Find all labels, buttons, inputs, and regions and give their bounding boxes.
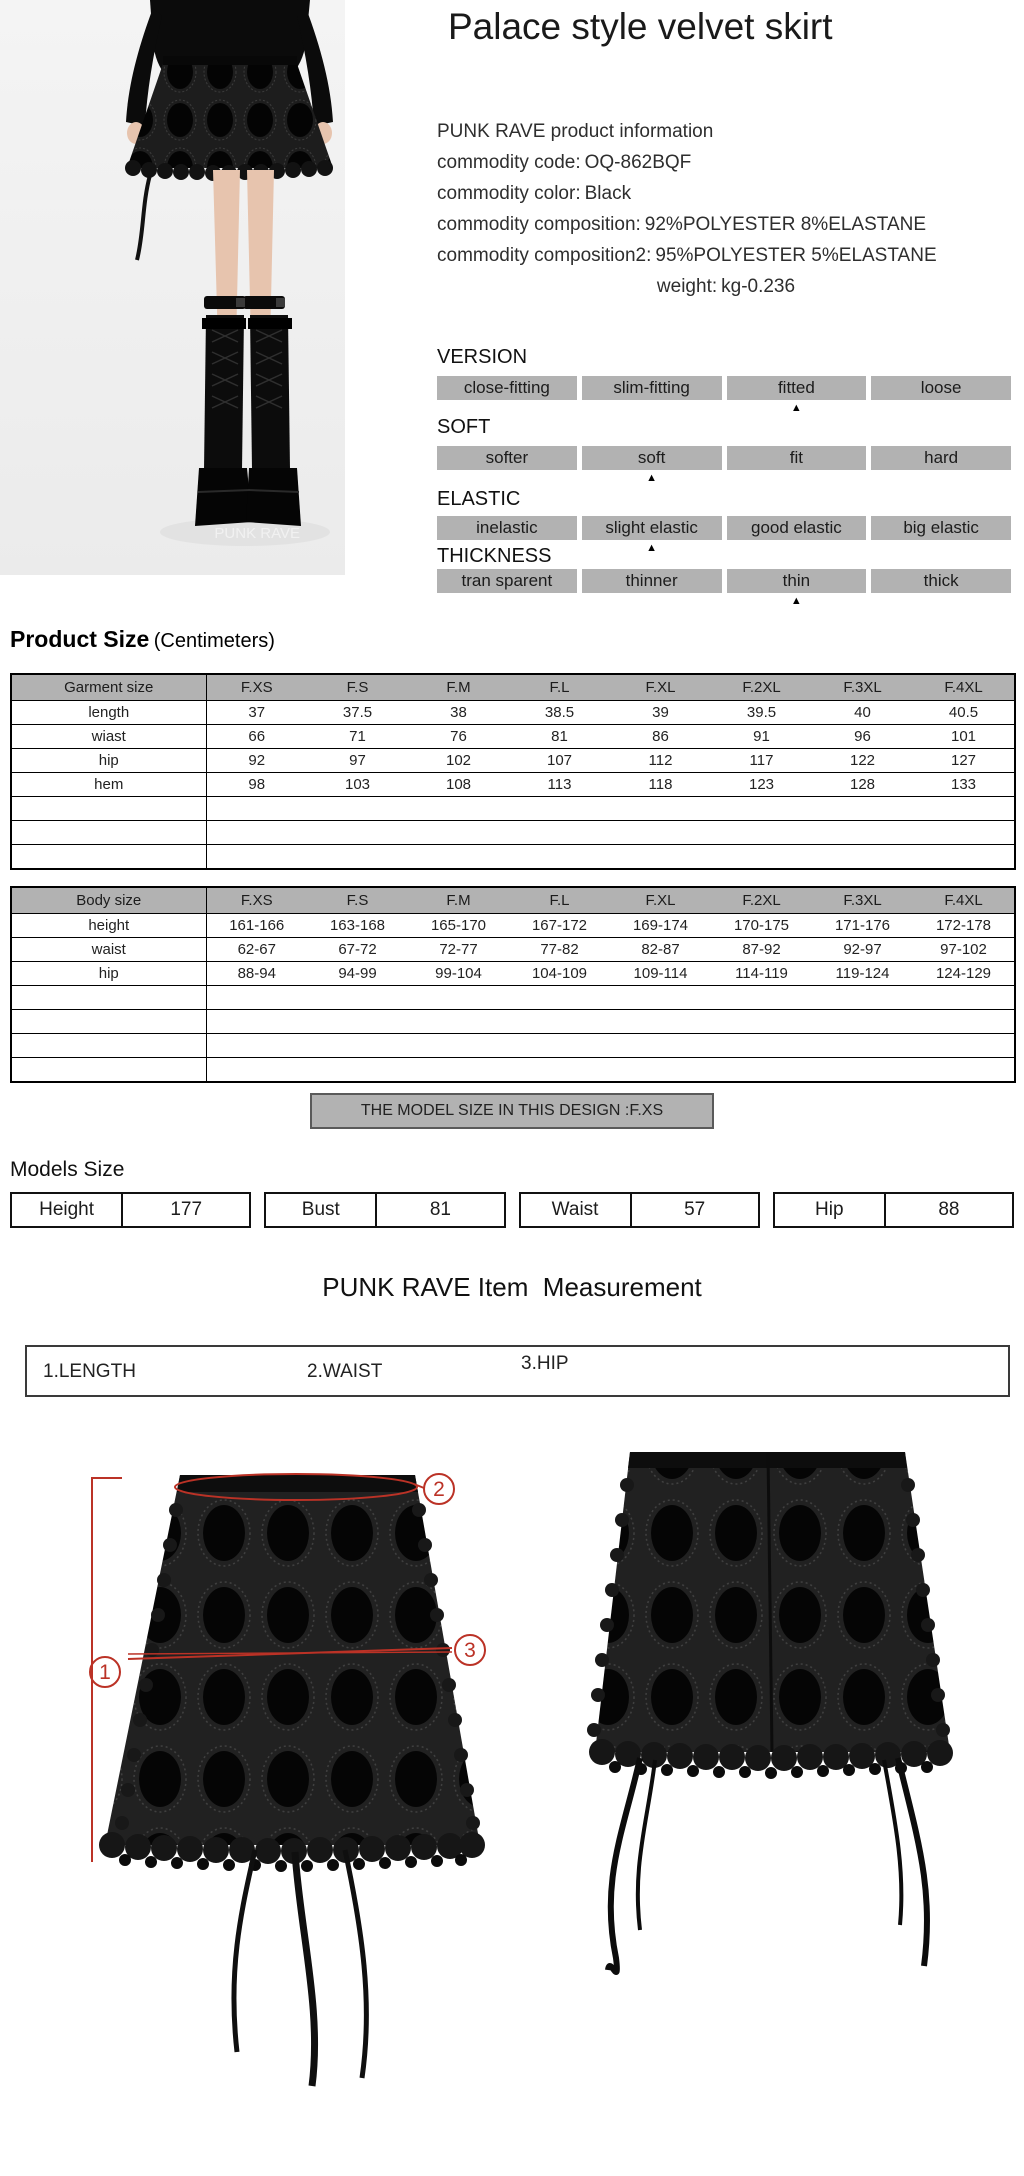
attr-marker-row-soft bbox=[437, 472, 1011, 485]
size-value: 169-174 bbox=[610, 914, 711, 938]
size-value: 94-99 bbox=[307, 962, 408, 986]
hip-annotation-number: 3 bbox=[464, 1639, 476, 1662]
size-value: 81 bbox=[509, 725, 610, 749]
size-value: 124-129 bbox=[913, 962, 1015, 986]
empty-row bbox=[11, 986, 1015, 1010]
measurement-figure bbox=[0, 1410, 1024, 2176]
garment-size-table bbox=[10, 673, 1014, 870]
size-value: 91 bbox=[711, 725, 812, 749]
empty-cell bbox=[11, 986, 206, 1010]
attr-label-elastic: ELASTIC bbox=[437, 488, 521, 510]
skirt-back bbox=[587, 1452, 953, 1972]
model-stat-value: 57 bbox=[684, 1199, 706, 1220]
column-header: F.3XL bbox=[812, 674, 913, 701]
attr-option: close-fitting bbox=[437, 376, 577, 400]
model-bust-box bbox=[264, 1192, 505, 1228]
size-value: 163-168 bbox=[307, 914, 408, 938]
attr-option: fitted bbox=[727, 376, 867, 400]
size-value: 82-87 bbox=[610, 938, 711, 962]
size-value: 119-124 bbox=[812, 962, 913, 986]
size-value: 112 bbox=[610, 749, 711, 773]
row-label: waist bbox=[11, 938, 206, 962]
size-value: 167-172 bbox=[509, 914, 610, 938]
empty-row bbox=[11, 1010, 1015, 1034]
empty-cell bbox=[206, 845, 1015, 870]
column-header: Garment size bbox=[11, 674, 206, 701]
empty-cell bbox=[11, 821, 206, 845]
size-value: 92-97 bbox=[812, 938, 913, 962]
attr-label-soft: SOFT bbox=[437, 416, 491, 438]
attr-marker-row-thickness bbox=[437, 595, 1011, 608]
size-value: 123 bbox=[711, 773, 812, 797]
attr-option: slight elastic bbox=[582, 516, 722, 540]
commodity-composition-line: commodity composition: 92%POLYESTER 8%ELASTANE bbox=[437, 214, 927, 235]
size-value: 66 bbox=[206, 725, 307, 749]
size-value: 102 bbox=[408, 749, 509, 773]
measurement-legend bbox=[25, 1345, 1010, 1397]
size-value: 172-178 bbox=[913, 914, 1015, 938]
model-stat-value: 81 bbox=[429, 1199, 451, 1220]
empty-row bbox=[11, 1034, 1015, 1058]
attr-option: good elastic bbox=[727, 516, 867, 540]
empty-row bbox=[11, 797, 1015, 821]
skirt-measurement-illustration bbox=[0, 1410, 1024, 2176]
size-value: 38 bbox=[408, 701, 509, 725]
table-row bbox=[11, 725, 1015, 749]
size-value: 97-102 bbox=[913, 938, 1015, 962]
attr-option: inelastic bbox=[437, 516, 577, 540]
size-value: 165-170 bbox=[408, 914, 509, 938]
size-value: 122 bbox=[812, 749, 913, 773]
model-height-box bbox=[10, 1192, 251, 1228]
commodity-code-line: commodity code: OQ-862BQF bbox=[437, 152, 692, 173]
model-hip-box bbox=[773, 1192, 1014, 1228]
row-label: hip bbox=[11, 962, 206, 986]
product-info bbox=[437, 116, 1015, 302]
column-header: F.4XL bbox=[913, 887, 1015, 914]
row-label: hip bbox=[11, 749, 206, 773]
body-table bbox=[10, 886, 1016, 1083]
empty-cell bbox=[206, 1010, 1015, 1034]
column-header: F.L bbox=[509, 887, 610, 914]
size-value: 71 bbox=[307, 725, 408, 749]
size-value: 98 bbox=[206, 773, 307, 797]
size-value: 104-109 bbox=[509, 962, 610, 986]
attr-marker-row-version bbox=[437, 402, 1011, 415]
marker-slot bbox=[437, 595, 577, 608]
size-value: 39.5 bbox=[711, 701, 812, 725]
empty-cell bbox=[11, 1034, 206, 1058]
size-value: 76 bbox=[408, 725, 509, 749]
empty-cell bbox=[11, 845, 206, 870]
empty-cell bbox=[11, 797, 206, 821]
size-value: 37 bbox=[206, 701, 307, 725]
legend-waist: 2.WAIST bbox=[307, 1361, 383, 1382]
model-photo-illustration bbox=[0, 0, 345, 575]
marker-slot bbox=[582, 595, 722, 608]
size-value: 133 bbox=[913, 773, 1015, 797]
product-size-heading: Product Size (Centimeters) bbox=[10, 626, 275, 652]
empty-cell bbox=[206, 1058, 1015, 1083]
size-value: 86 bbox=[610, 725, 711, 749]
waist-annotation-number: 2 bbox=[433, 1478, 445, 1501]
size-value: 161-166 bbox=[206, 914, 307, 938]
model-waist-box bbox=[519, 1192, 760, 1228]
empty-cell bbox=[11, 1058, 206, 1083]
commodity-color-line: commodity color: Black bbox=[437, 183, 632, 204]
size-value: 67-72 bbox=[307, 938, 408, 962]
size-value: 127 bbox=[913, 749, 1015, 773]
size-value: 39 bbox=[610, 701, 711, 725]
size-value: 170-175 bbox=[711, 914, 812, 938]
attr-option: soft bbox=[582, 446, 722, 470]
models-size-heading: Models Size bbox=[10, 1158, 125, 1181]
column-header: F.2XL bbox=[711, 674, 812, 701]
marker-slot: ▲ bbox=[646, 472, 658, 484]
size-value: 87-92 bbox=[711, 938, 812, 962]
model-size-banner: THE MODEL SIZE IN THIS DESIGN :F.XS bbox=[310, 1093, 714, 1129]
marker-slot bbox=[727, 472, 867, 485]
empty-cell bbox=[206, 1034, 1015, 1058]
attr-row-soft bbox=[437, 446, 1011, 470]
size-value: 103 bbox=[307, 773, 408, 797]
marker-slot: ▲ bbox=[790, 402, 802, 414]
attr-option: slim-fitting bbox=[582, 376, 722, 400]
marker-slot bbox=[727, 542, 867, 555]
size-value: 88-94 bbox=[206, 962, 307, 986]
column-header: F.XL bbox=[610, 674, 711, 701]
size-value: 62-67 bbox=[206, 938, 307, 962]
column-header: F.XS bbox=[206, 674, 307, 701]
column-header: F.XS bbox=[206, 887, 307, 914]
size-value: 96 bbox=[812, 725, 913, 749]
model-stat-label: Waist bbox=[521, 1194, 632, 1226]
garment-table bbox=[10, 673, 1016, 870]
row-label: height bbox=[11, 914, 206, 938]
size-value: 77-82 bbox=[509, 938, 610, 962]
length-annotation-number: 1 bbox=[99, 1661, 111, 1684]
measurement-title: PUNK RAVE Item Measurement bbox=[322, 1272, 702, 1302]
size-value: 107 bbox=[509, 749, 610, 773]
marker-slot bbox=[871, 402, 1011, 415]
empty-row bbox=[11, 821, 1015, 845]
size-value: 108 bbox=[408, 773, 509, 797]
column-header: Body size bbox=[11, 887, 206, 914]
skirt-front bbox=[99, 1475, 485, 2086]
empty-cell bbox=[206, 797, 1015, 821]
column-header: F.L bbox=[509, 674, 610, 701]
model-stat-label: Bust bbox=[266, 1194, 377, 1226]
empty-cell bbox=[206, 986, 1015, 1010]
row-label: hem bbox=[11, 773, 206, 797]
attr-row-elastic bbox=[437, 516, 1011, 540]
commodity-composition2-line: commodity composition2: 95%POLYESTER 5%ELASTANE bbox=[437, 245, 937, 266]
empty-row bbox=[11, 845, 1015, 870]
model-stat-value: 88 bbox=[938, 1199, 960, 1220]
size-value: 97 bbox=[307, 749, 408, 773]
empty-row bbox=[11, 1058, 1015, 1083]
attr-option: big elastic bbox=[871, 516, 1011, 540]
weight-line: weight: kg-0.236 bbox=[656, 276, 796, 297]
table-row bbox=[11, 701, 1015, 725]
attr-option: thin bbox=[727, 569, 867, 593]
attr-option: loose bbox=[871, 376, 1011, 400]
attr-option: tran sparent bbox=[437, 569, 577, 593]
model-stat-label: Height bbox=[12, 1194, 123, 1226]
attr-row-thickness bbox=[437, 569, 1011, 593]
size-value: 99-104 bbox=[408, 962, 509, 986]
model-photo bbox=[0, 0, 345, 575]
empty-cell bbox=[206, 821, 1015, 845]
size-value: 128 bbox=[812, 773, 913, 797]
row-label: wiast bbox=[11, 725, 206, 749]
column-header: F.XL bbox=[610, 887, 711, 914]
size-value: 38.5 bbox=[509, 701, 610, 725]
table-row bbox=[11, 773, 1015, 797]
marker-slot bbox=[871, 595, 1011, 608]
table-row bbox=[11, 749, 1015, 773]
attr-option: thinner bbox=[582, 569, 722, 593]
row-label: length bbox=[11, 701, 206, 725]
photo-watermark: PUNK RAVE bbox=[214, 525, 300, 542]
column-header: F.3XL bbox=[812, 887, 913, 914]
marker-slot: ▲ bbox=[790, 595, 802, 607]
table-header-row bbox=[11, 887, 1015, 914]
size-value: 114-119 bbox=[711, 962, 812, 986]
size-value: 118 bbox=[610, 773, 711, 797]
marker-slot bbox=[871, 542, 1011, 555]
table-row bbox=[11, 962, 1015, 986]
model-stat-label: Hip bbox=[775, 1194, 886, 1226]
attr-label-version: VERSION bbox=[437, 346, 528, 368]
size-value: 113 bbox=[509, 773, 610, 797]
size-value: 101 bbox=[913, 725, 1015, 749]
attr-option: softer bbox=[437, 446, 577, 470]
product-info-heading: PUNK RAVE product information bbox=[437, 121, 714, 142]
models-size-row bbox=[10, 1192, 1014, 1228]
model-stat-value: 177 bbox=[170, 1199, 203, 1220]
attr-option: hard bbox=[871, 446, 1011, 470]
column-header: F.S bbox=[307, 674, 408, 701]
marker-slot: ▲ bbox=[646, 542, 658, 554]
marker-slot bbox=[437, 402, 577, 415]
table-header-row bbox=[11, 674, 1015, 701]
page-title: Palace style velvet skirt bbox=[448, 6, 833, 47]
column-header: F.M bbox=[408, 887, 509, 914]
column-header: F.2XL bbox=[711, 887, 812, 914]
size-value: 171-176 bbox=[812, 914, 913, 938]
size-value: 92 bbox=[206, 749, 307, 773]
attr-label-thickness: THICKNESS bbox=[437, 545, 552, 567]
body-size-table bbox=[10, 886, 1014, 1083]
marker-slot bbox=[582, 402, 722, 415]
size-value: 72-77 bbox=[408, 938, 509, 962]
marker-slot bbox=[871, 472, 1011, 485]
size-value: 117 bbox=[711, 749, 812, 773]
column-header: F.S bbox=[307, 887, 408, 914]
legend-hip: 3.HIP bbox=[521, 1353, 569, 1374]
table-row bbox=[11, 938, 1015, 962]
table-row bbox=[11, 914, 1015, 938]
column-header: F.M bbox=[408, 674, 509, 701]
size-value: 37.5 bbox=[307, 701, 408, 725]
attr-option: fit bbox=[727, 446, 867, 470]
size-value: 40 bbox=[812, 701, 913, 725]
legend-length: 1.LENGTH bbox=[43, 1361, 136, 1382]
size-value: 109-114 bbox=[610, 962, 711, 986]
attr-row-version bbox=[437, 376, 1011, 400]
column-header: F.4XL bbox=[913, 674, 1015, 701]
size-value: 40.5 bbox=[913, 701, 1015, 725]
marker-slot bbox=[437, 472, 577, 485]
empty-cell bbox=[11, 1010, 206, 1034]
attr-option: thick bbox=[871, 569, 1011, 593]
